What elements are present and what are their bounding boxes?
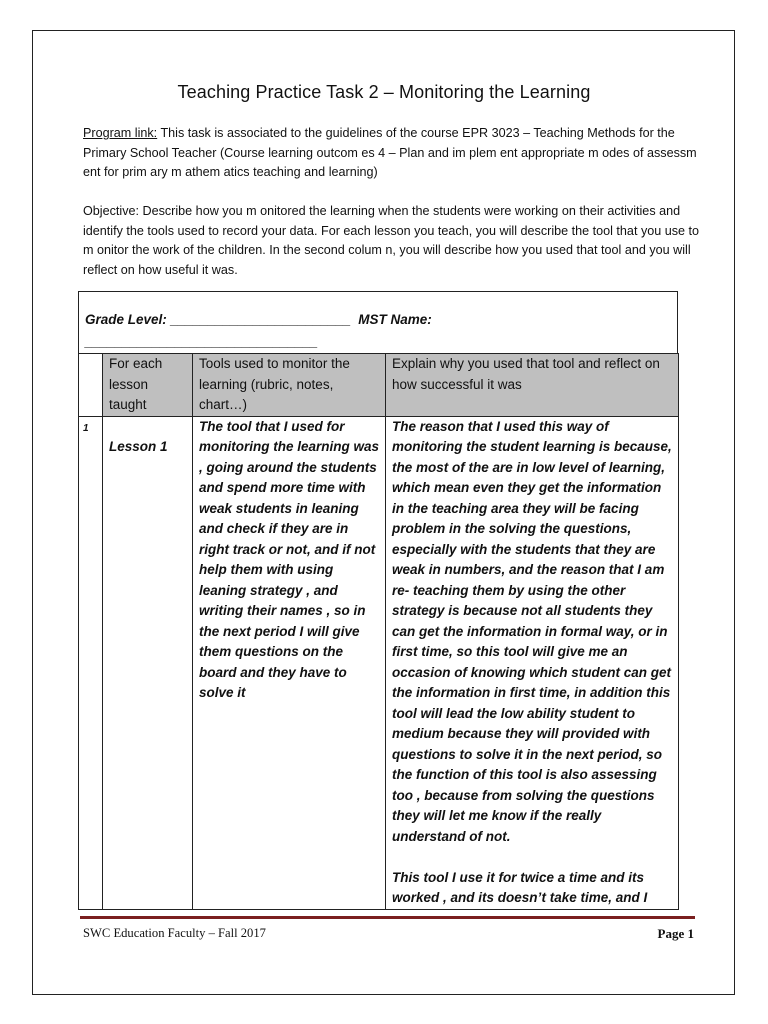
table-row (79, 416, 679, 909)
footer-divider (80, 916, 695, 919)
grade-level-field[interactable]: ________________________ (170, 312, 351, 327)
grade-level-line (85, 312, 432, 327)
row-number: 1 (79, 416, 103, 909)
lesson-cell (103, 416, 193, 909)
header-lesson: For each lesson taught (103, 354, 193, 417)
objective-paragraph: Objective: Describe how you m onitored the learning when the students were working on their activities and identify the tools used to record your data. For each lesson you teach, you will describe the tool that you use to m onitor the work of the children. In the second colum n, you will describe how you used that tool and you will reflect on how useful it was. (83, 204, 700, 277)
page-number: Page 1 (657, 926, 694, 941)
page-title: Teaching Practice Task 2 – Monitoring the Learning (177, 82, 591, 102)
explanation-cell[interactable] (386, 416, 679, 909)
table-header-row (79, 354, 679, 417)
header-tools: Tools used to monitor the learning (rubric, notes, chart…) (193, 354, 386, 417)
grade-info-box (78, 291, 678, 353)
mst-name-field[interactable]: _______________________________ (85, 334, 318, 349)
explanation-paragraph-2: This tool I use it for twice a time and its worked , and its doesn’t take time, and I (392, 869, 648, 905)
tools-cell[interactable]: The tool that I used for monitoring the learning was , going around the students and spend more time with weak students in leaning and check if they are in right track or not, and if not help them with using leaning strategy , and writing their names , so in the next period I will give them questions on the board and they have to solve it (193, 416, 386, 909)
mst-name-label: MST Name: (358, 312, 432, 327)
header-explanation: Explain why you used that tool and reflect on how successful it was (386, 354, 679, 417)
footer-faculty: SWC Education Faculty – Fall 2017 (83, 926, 266, 940)
program-link-label: Program link: (83, 126, 158, 140)
program-link-text: This task is associated to the guidelines of the course EPR 3023 – Teaching Methods for the Primary School Teacher (Course learning outcom es 4 – Plan and im plem ent appropriate m odes of assessm ent for prim ary m athem atics teaching and learning) (83, 126, 697, 179)
header-number-cell (79, 354, 103, 417)
paragraph-gap (392, 847, 672, 868)
program-link-paragraph (83, 124, 703, 183)
explanation-paragraph-1: The reason that I used this way of monitoring the student learning is because, the most of the are in low level of learning, which mean even they get the information in the teaching area they will be facing problem in the solving the questions, especially with the students that they are weak in numbers, and the reason that I am re- teaching them by using the other strategy is because not all students they can get the information in formal way, or in first time, so this tool will give me an occasion of knowing which student can get the information in first time, in addition this tool will lead the low ability student to medium because they will provided with questions to solve it in the next period, so the function of this tool is also assessing too , because from solving the questions they will let me know if the really understand of not. (392, 418, 672, 844)
grade-level-label: Grade Level: (85, 312, 167, 327)
lesson-monitoring-table (78, 353, 679, 910)
lesson-label: Lesson 1 (109, 438, 168, 454)
